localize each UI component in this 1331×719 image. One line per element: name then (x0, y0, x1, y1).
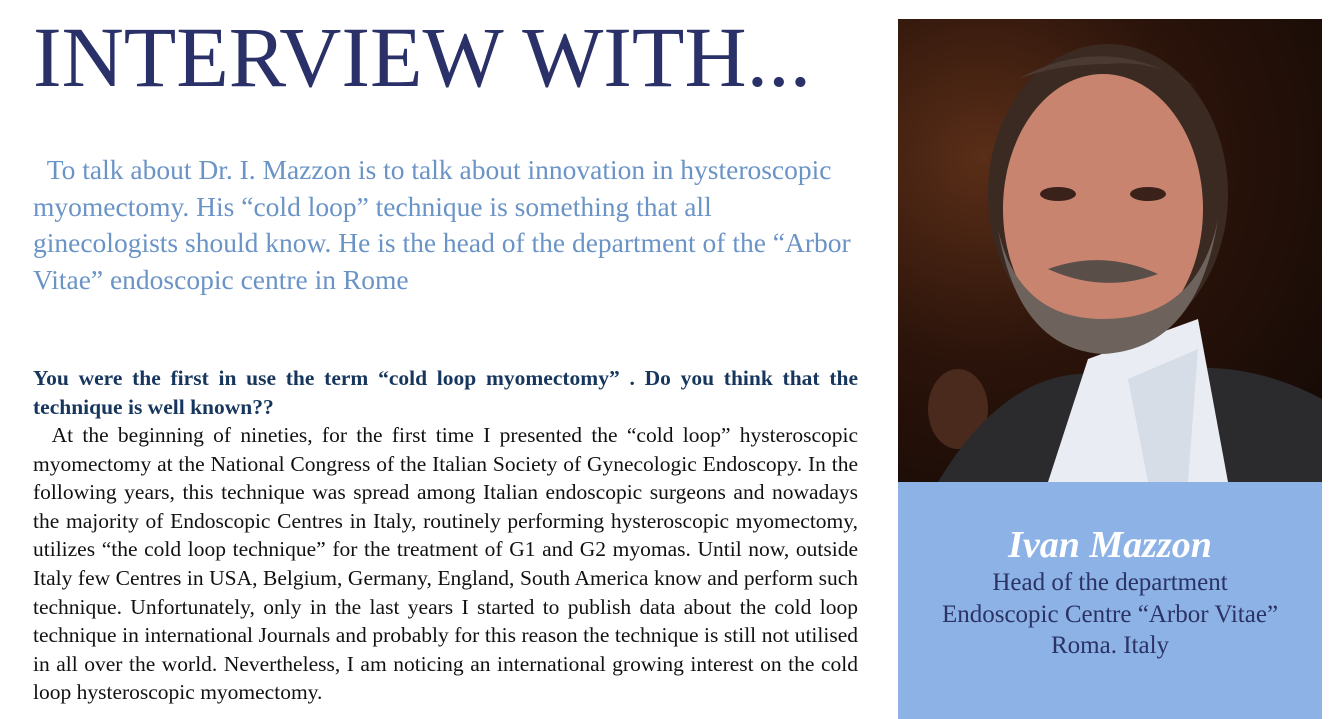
caption-centre: Endoscopic Centre “Arbor Vitae” (941, 600, 1279, 628)
intro-text: To talk about Dr. I. Mazzon is to talk about innovation in hysteroscopic myomectomy. His “cold loop” technique is something that all ginecologists should know. He is the head of the department of the “Arbor Vitae” endoscopic centre in Rome (33, 154, 851, 295)
caption-name: Ivan Mazzon (1008, 524, 1212, 566)
interview-answer (33, 421, 858, 707)
portrait-photo (898, 19, 1322, 482)
page-title: INTERVIEW WITH... (33, 9, 812, 105)
caption-location: Roma. Italy (1050, 632, 1170, 659)
caption-role: Head of the department (992, 569, 1228, 596)
portrait-illustration (898, 19, 1322, 482)
caption-box (898, 482, 1322, 719)
intro-paragraph (33, 152, 863, 298)
interview-question: You were the first in use the term “cold loop myomectomy” . Do you think that the technique is well known?? (33, 366, 858, 419)
answer-text: At the beginning of nineties, for the first time I presented the “cold loop” hysteroscopic myomectomy at the National Congress of the Italian Society of Gynecologic Endoscopy. In the following years, this technique was spread among Italian endoscopic surgeons and nowadays the majority of Endoscopic Centres in Italy, routinely performing hysteroscopic myomectomy, utilizes “the cold loop technique” for the treatment of G1 and G2 myomas. Until now, outside Italy few Centres in USA, Belgium, Germany, England, South America know and perform such technique. Unfortunately, only in the last years I started to publish data about the cold loop technique in international Journals and probably for this reason the technique is still not utilised in all over the world. Nevertheless, I am noticing an international growing interest on the cold loop hysteroscopic myomectomy. (33, 423, 858, 705)
